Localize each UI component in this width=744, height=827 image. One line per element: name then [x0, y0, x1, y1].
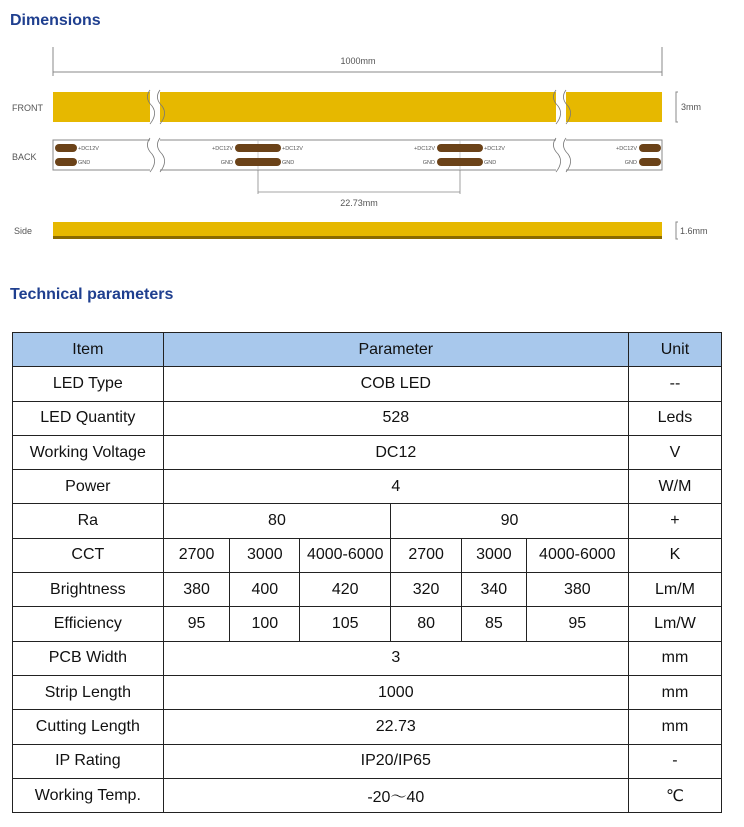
row-item: Working Voltage	[13, 435, 164, 469]
row-value: 420	[300, 573, 391, 607]
row-unit: K	[628, 538, 721, 572]
table-row	[13, 641, 722, 675]
row-value: 320	[391, 573, 462, 607]
cut-length-label: 22.73mm	[340, 198, 378, 208]
row-unit: V	[628, 435, 721, 469]
row-value: 3	[163, 641, 628, 675]
row-value: 380	[526, 573, 628, 607]
row-unit: Lm/M	[628, 573, 721, 607]
row-item: Working Temp.	[13, 778, 164, 812]
dimensions-heading: Dimensions	[10, 12, 101, 29]
row-value: 4	[163, 470, 628, 504]
row-value: 400	[230, 573, 300, 607]
row-value: 85	[462, 607, 527, 641]
technical-parameters-heading: Technical parameters	[10, 286, 174, 303]
side-height-label: 1.6mm	[680, 226, 708, 236]
front-strip	[53, 89, 662, 125]
row-value: DC12	[163, 435, 628, 469]
row-value: 4000-6000	[526, 538, 628, 572]
row-item: CCT	[13, 538, 164, 572]
row-value: 1000	[163, 675, 628, 709]
pad-gnd-label: GND	[282, 160, 295, 166]
row-item: Ra	[13, 504, 164, 538]
row-value: 2700	[391, 538, 462, 572]
table-row	[13, 710, 722, 744]
side-strip	[53, 222, 662, 239]
front-label: FRONT	[12, 103, 43, 113]
row-item: Brightness	[13, 573, 164, 607]
table-header-row	[13, 333, 722, 367]
table-row	[13, 778, 722, 812]
row-item: Efficiency	[13, 607, 164, 641]
pad-plus-label: +DC12V	[212, 146, 233, 152]
back-strip	[53, 136, 662, 174]
front-height-dimension	[676, 92, 701, 122]
side-label: Side	[14, 226, 33, 236]
row-value: 22.73	[163, 710, 628, 744]
pad-plus-label: +DC12V	[484, 146, 505, 152]
row-value: COB LED	[163, 367, 628, 401]
pad-gnd-label: GND	[78, 160, 91, 166]
back-label: BACK	[12, 152, 37, 162]
table-row	[13, 538, 722, 572]
pad-gnd-label: GND	[624, 160, 637, 166]
row-value: 90	[391, 504, 629, 538]
table-row	[13, 573, 722, 607]
row-value: 3000	[462, 538, 527, 572]
row-value: 95	[526, 607, 628, 641]
row-value: 380	[163, 573, 230, 607]
row-value: IP20/IP65	[163, 744, 628, 778]
table-row	[13, 470, 722, 504]
pad-plus-label: +DC12V	[282, 146, 303, 152]
table-row	[13, 744, 722, 778]
pad-gnd-label: GND	[220, 160, 233, 166]
row-item: Power	[13, 470, 164, 504]
row-item: IP Rating	[13, 744, 164, 778]
row-value: 80	[391, 607, 462, 641]
row-value: 3000	[230, 538, 300, 572]
row-value: 100	[230, 607, 300, 641]
row-item: LED Quantity	[13, 401, 164, 435]
technical-parameters-table	[12, 332, 722, 813]
row-unit: --	[628, 367, 721, 401]
table-row	[13, 504, 722, 538]
row-item: PCB Width	[13, 641, 164, 675]
pad-plus-label: +DC12V	[414, 146, 435, 152]
front-height-label: 3mm	[681, 102, 701, 112]
length-dimension	[53, 47, 662, 76]
dimensions-diagram	[0, 0, 744, 270]
row-unit: Leds	[628, 401, 721, 435]
side-height-dimension	[676, 222, 708, 239]
row-item: Strip Length	[13, 675, 164, 709]
row-value: 528	[163, 401, 628, 435]
row-item: Cutting Length	[13, 710, 164, 744]
cut-length-dimension	[258, 170, 460, 208]
pad-plus-label: +DC12V	[78, 146, 99, 152]
row-value: 80	[163, 504, 391, 538]
pad-gnd-label: GND	[484, 160, 497, 166]
table-row	[13, 401, 722, 435]
row-value: 2700	[163, 538, 230, 572]
table-row	[13, 675, 722, 709]
pad-gnd-label: GND	[422, 160, 435, 166]
row-unit: mm	[628, 641, 721, 675]
row-unit: mm	[628, 675, 721, 709]
row-value: 340	[462, 573, 527, 607]
row-unit: +	[628, 504, 721, 538]
row-unit: -	[628, 744, 721, 778]
table-row	[13, 367, 722, 401]
row-unit: W/M	[628, 470, 721, 504]
row-value: 105	[300, 607, 391, 641]
table-row	[13, 435, 722, 469]
row-value: 95	[163, 607, 230, 641]
header-unit: Unit	[628, 333, 721, 367]
row-value: -20～40	[163, 778, 628, 812]
header-parameter: Parameter	[163, 333, 628, 367]
row-unit: mm	[628, 710, 721, 744]
row-item: LED Type	[13, 367, 164, 401]
row-unit: Lm/W	[628, 607, 721, 641]
row-unit: ℃	[628, 778, 721, 812]
header-item: Item	[13, 333, 164, 367]
table-row	[13, 607, 722, 641]
pad-plus-label: +DC12V	[616, 146, 637, 152]
length-label: 1000mm	[340, 56, 376, 66]
row-value: 4000-6000	[300, 538, 391, 572]
